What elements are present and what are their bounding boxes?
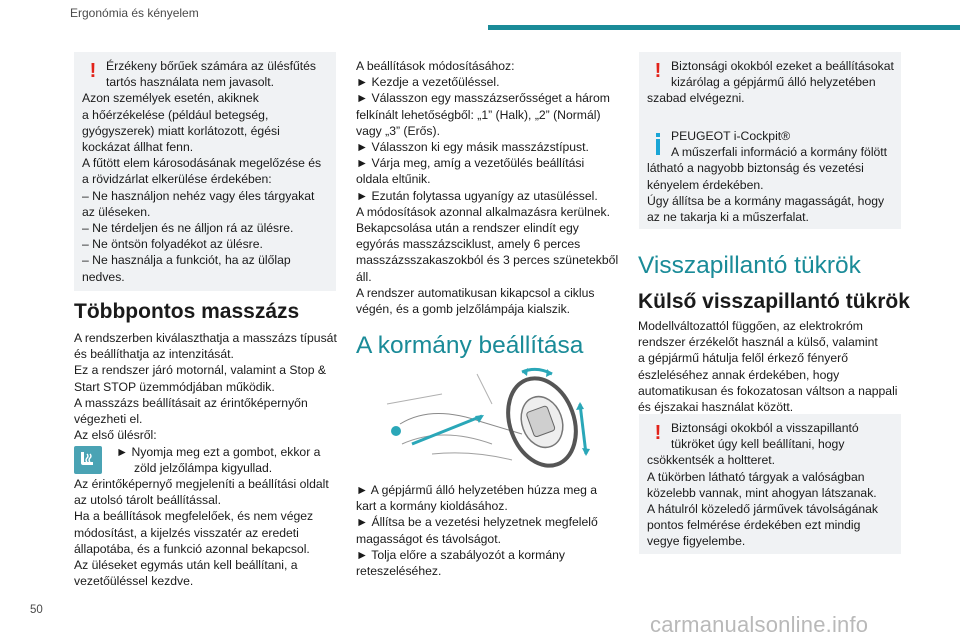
heading-mirrors: Visszapillantó tükrök xyxy=(638,252,861,279)
warning-icon: ! xyxy=(654,60,662,82)
warning-text-heated-seats: Érzékeny bőrűek számára az ülésfűtés tartós használata nem javasolt. Azon személyek esetén, akiknek a hőérzékelése (például betegség, gyógyszerek) miatt korlátozott, égési kockázat állhat fenn. A fűtött elem károsodásának megelőzése és a rövidzárlat elkerülése érdekében: – Ne használjon nehéz vagy éles tárgyakat az üléseken. – Ne térdeljen és ne álljon rá az ülésre. – Ne öntsön folyadékot az ülésre. – Ne használja a funkciót, ha az ülőlap nedves. xyxy=(82,59,322,284)
massage-seat-icon xyxy=(74,446,102,474)
page-number: 50 xyxy=(30,604,43,616)
warning-icon: ! xyxy=(654,422,662,444)
massage-body-b: Az érintőképernyő megjeleníti a beállítási oldalt az utolsó tárolt beállítással. Ha a beállítások megfelelőek, és nem végez módosítást, a kijelzés visszatér az eredeti állapotába, és a funkció azonnal bekapcsol. Az üléseket egymás után kell beállítani, a vezetőüléssel kezdve. xyxy=(74,477,329,589)
steering-wheel-illustration xyxy=(372,364,602,474)
mirrors-body-text: Modellváltozattól függően, az elektrokróm rendszer érzékelőt használ a külső, valamint a gépjármű hátulja felől érkező fényerő észleléséhez annak érdekében, hogy automatikusan és fokozatosan váltson a nappali és éjszakai használat között. xyxy=(638,319,898,415)
running-header: Ergonómia és kényelem xyxy=(70,6,199,20)
header-accent-bar xyxy=(488,25,960,30)
heading-external-mirrors: Külső visszapillantó tükrök xyxy=(638,290,910,313)
warning-icon: ! xyxy=(89,60,97,82)
massage-body-a: A rendszerben kiválaszthatja a masszázs típusát és beállíthatja az intenzitását. Ez a rendszer járó motornál, valamint a Stop & Start STOP üzemmódjában működik. A masszázs beállításait az érintőképernyőn végezheti el. Az első ülésről: xyxy=(74,331,337,443)
massage-settings-text: A beállítások módosításához: ► Kezdje a vezetőüléssel. ► Válasszon egy masszázserősséget a három felkínált lehetőségből: „1” (Halk), „2” (Normál) vagy „3” (Erős). ► Válasszon ki egy másik masszázstípust. ► Várja meg, amíg a vezetőülés beállítási oldala eltűnik. ► Ezután folytassa ugyanígy az utasüléssel. A módosítások azonnal alkalmazásra kerülnek. Bekapcsolása után a rendszer elindít egy egyórás masszázsciklust, amely 6 perces masszázsszakaszokból és 3 perces szünetekből áll. A rendszer automatikusan kikapcsol a ciklus végén, és a gomb jelzőlámpája kialszik. xyxy=(356,59,619,317)
heading-multipoint-massage: Többpontos masszázs xyxy=(74,300,300,323)
heading-steering-adjustment: A kormány beállítása xyxy=(356,332,584,359)
info-text-i-cockpit: PEUGEOT i-Cockpit® A műszerfali információ a kormány fölött látható a nagyobb biztonság és vezetési kényelem érdekében. Úgy állítsa be a kormány magasságát, hogy az ne takarja ki a műszerfalat. xyxy=(647,129,888,225)
warning-text-steering: Biztonsági okokból ezeket a beállításokat kizárólag a gépjármű álló helyzetében szabad elvégezni. xyxy=(647,59,894,106)
watermark: carmanualsonline.info xyxy=(650,612,869,637)
steering-steps-text: ► A gépjármű álló helyzetében húzza meg a kart a kormány kioldásához. ► Állítsa be a vezetési helyzetnek megfelelő magasságot és távolságot. ► Tolja előre a szabályozót a kormány reteszeléséhez. xyxy=(356,483,598,579)
massage-button-text: ► Nyomja meg ezt a gombot, ekkor a zöld jelzőlámpa kigyullad. xyxy=(116,445,321,476)
warning-text-mirrors: Biztonsági okokból a visszapillantó tükröket úgy kell beállítani, hogy csökkentsék a holtteret. A tükörben látható tárgyak a valóságban közelebb vannak, mint ahogyan látszanak. A hátulról közeledő járművek távolságának pontos felmérése érdekében ezt mindig vegye figyelembe. xyxy=(647,421,879,549)
